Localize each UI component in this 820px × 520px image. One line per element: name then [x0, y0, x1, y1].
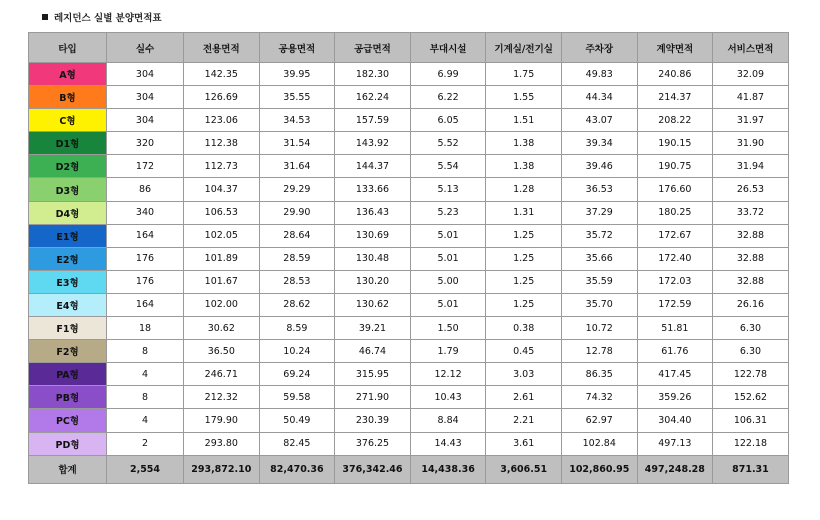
value-cell: 3.61 — [486, 432, 562, 455]
value-cell: 1.50 — [410, 317, 486, 340]
table-row — [29, 224, 789, 247]
value-cell: 32.88 — [713, 247, 789, 270]
value-cell: 36.50 — [184, 340, 260, 363]
value-cell: 190.15 — [637, 132, 713, 155]
value-cell: 417.45 — [637, 363, 713, 386]
column-header: 기계실/전기실 — [486, 33, 562, 63]
value-cell: 8.59 — [259, 317, 335, 340]
value-cell: 14.43 — [410, 432, 486, 455]
total-value-cell: 871.31 — [713, 455, 789, 483]
value-cell: 86 — [107, 178, 184, 201]
value-cell: 164 — [107, 293, 184, 316]
value-cell: 5.01 — [410, 247, 486, 270]
value-cell: 31.64 — [259, 155, 335, 178]
value-cell: 35.72 — [561, 224, 637, 247]
value-cell: 0.45 — [486, 340, 562, 363]
value-cell: 32.88 — [713, 224, 789, 247]
type-cell: D3형 — [29, 178, 107, 201]
value-cell: 176 — [107, 270, 184, 293]
value-cell: 69.24 — [259, 363, 335, 386]
value-cell: 3.03 — [486, 363, 562, 386]
value-cell: 130.20 — [335, 270, 411, 293]
square-bullet-icon — [42, 14, 48, 20]
value-cell: 172.67 — [637, 224, 713, 247]
table-row — [29, 317, 789, 340]
value-cell: 8.84 — [410, 409, 486, 432]
table-row — [29, 386, 789, 409]
value-cell: 41.87 — [713, 86, 789, 109]
value-cell: 12.12 — [410, 363, 486, 386]
header-row — [29, 33, 789, 63]
value-cell: 130.69 — [335, 224, 411, 247]
value-cell: 126.69 — [184, 86, 260, 109]
total-value-cell: 497,248.28 — [637, 455, 713, 483]
value-cell: 39.34 — [561, 132, 637, 155]
value-cell: 304 — [107, 86, 184, 109]
table-row — [29, 270, 789, 293]
value-cell: 10.43 — [410, 386, 486, 409]
value-cell: 86.35 — [561, 363, 637, 386]
value-cell: 101.67 — [184, 270, 260, 293]
value-cell: 106.31 — [713, 409, 789, 432]
value-cell: 293.80 — [184, 432, 260, 455]
table-title: 레지던스 실별 분양면적표 — [54, 13, 162, 24]
table-row — [29, 247, 789, 270]
value-cell: 12.78 — [561, 340, 637, 363]
value-cell: 6.22 — [410, 86, 486, 109]
value-cell: 340 — [107, 201, 184, 224]
value-cell: 359.26 — [637, 386, 713, 409]
value-cell: 6.99 — [410, 63, 486, 86]
total-value-cell: 3,606.51 — [486, 455, 562, 483]
value-cell: 246.71 — [184, 363, 260, 386]
value-cell: 49.83 — [561, 63, 637, 86]
value-cell: 182.30 — [335, 63, 411, 86]
table-row — [29, 432, 789, 455]
value-cell: 59.58 — [259, 386, 335, 409]
value-cell: 37.29 — [561, 201, 637, 224]
value-cell: 142.35 — [184, 63, 260, 86]
value-cell: 10.72 — [561, 317, 637, 340]
table-row — [29, 340, 789, 363]
type-cell: PC형 — [29, 409, 107, 432]
total-value-cell: 102,860.95 — [561, 455, 637, 483]
value-cell: 112.38 — [184, 132, 260, 155]
table-row — [29, 178, 789, 201]
value-cell: 1.25 — [486, 293, 562, 316]
value-cell: 74.32 — [561, 386, 637, 409]
column-header: 공급면적 — [335, 33, 411, 63]
value-cell: 5.01 — [410, 224, 486, 247]
type-cell: F1형 — [29, 317, 107, 340]
value-cell: 102.00 — [184, 293, 260, 316]
value-cell: 28.64 — [259, 224, 335, 247]
value-cell: 36.53 — [561, 178, 637, 201]
value-cell: 31.97 — [713, 109, 789, 132]
value-cell: 6.30 — [713, 340, 789, 363]
value-cell: 28.59 — [259, 247, 335, 270]
table-title-row — [42, 9, 162, 25]
value-cell: 0.38 — [486, 317, 562, 340]
value-cell: 5.13 — [410, 178, 486, 201]
column-header: 전용면적 — [184, 33, 260, 63]
total-row — [29, 455, 789, 483]
value-cell: 179.90 — [184, 409, 260, 432]
value-cell: 1.25 — [486, 247, 562, 270]
value-cell: 304 — [107, 63, 184, 86]
value-cell: 130.48 — [335, 247, 411, 270]
value-cell: 28.62 — [259, 293, 335, 316]
value-cell: 1.28 — [486, 178, 562, 201]
value-cell: 50.49 — [259, 409, 335, 432]
value-cell: 1.55 — [486, 86, 562, 109]
value-cell: 39.46 — [561, 155, 637, 178]
table-row — [29, 86, 789, 109]
column-header: 계약면적 — [637, 33, 713, 63]
value-cell: 172.03 — [637, 270, 713, 293]
column-header: 타입 — [29, 33, 107, 63]
value-cell: 172.59 — [637, 293, 713, 316]
value-cell: 82.45 — [259, 432, 335, 455]
table-body — [29, 63, 789, 456]
value-cell: 2.21 — [486, 409, 562, 432]
total-label: 합계 — [29, 455, 107, 483]
value-cell: 1.25 — [486, 270, 562, 293]
value-cell: 104.37 — [184, 178, 260, 201]
total-value-cell: 376,342.46 — [335, 455, 411, 483]
type-cell: E4형 — [29, 293, 107, 316]
type-cell: D4형 — [29, 201, 107, 224]
value-cell: 320 — [107, 132, 184, 155]
value-cell: 315.95 — [335, 363, 411, 386]
table-row — [29, 293, 789, 316]
value-cell: 1.75 — [486, 63, 562, 86]
column-header: 부대시설 — [410, 33, 486, 63]
value-cell: 43.07 — [561, 109, 637, 132]
type-cell: E3형 — [29, 270, 107, 293]
value-cell: 29.29 — [259, 178, 335, 201]
value-cell: 230.39 — [335, 409, 411, 432]
value-cell: 130.62 — [335, 293, 411, 316]
value-cell: 143.92 — [335, 132, 411, 155]
value-cell: 176.60 — [637, 178, 713, 201]
type-cell: PB형 — [29, 386, 107, 409]
value-cell: 2.61 — [486, 386, 562, 409]
value-cell: 1.31 — [486, 201, 562, 224]
value-cell: 112.73 — [184, 155, 260, 178]
value-cell: 33.72 — [713, 201, 789, 224]
value-cell: 133.66 — [335, 178, 411, 201]
value-cell: 152.62 — [713, 386, 789, 409]
value-cell: 1.25 — [486, 224, 562, 247]
area-table — [28, 32, 789, 484]
type-cell: A형 — [29, 63, 107, 86]
value-cell: 208.22 — [637, 109, 713, 132]
value-cell: 5.01 — [410, 293, 486, 316]
value-cell: 39.95 — [259, 63, 335, 86]
value-cell: 6.05 — [410, 109, 486, 132]
value-cell: 34.53 — [259, 109, 335, 132]
value-cell: 106.53 — [184, 201, 260, 224]
type-cell: E1형 — [29, 224, 107, 247]
value-cell: 1.38 — [486, 132, 562, 155]
value-cell: 164 — [107, 224, 184, 247]
type-cell: F2형 — [29, 340, 107, 363]
value-cell: 30.62 — [184, 317, 260, 340]
value-cell: 5.54 — [410, 155, 486, 178]
value-cell: 162.24 — [335, 86, 411, 109]
value-cell: 32.09 — [713, 63, 789, 86]
value-cell: 176 — [107, 247, 184, 270]
value-cell: 212.32 — [184, 386, 260, 409]
type-cell: C형 — [29, 109, 107, 132]
value-cell: 8 — [107, 386, 184, 409]
total-value-cell: 2,554 — [107, 455, 184, 483]
table-row — [29, 132, 789, 155]
value-cell: 497.13 — [637, 432, 713, 455]
value-cell: 8 — [107, 340, 184, 363]
type-cell: B형 — [29, 86, 107, 109]
value-cell: 1.51 — [486, 109, 562, 132]
column-header: 공용면적 — [259, 33, 335, 63]
value-cell: 35.59 — [561, 270, 637, 293]
value-cell: 46.74 — [335, 340, 411, 363]
table-row — [29, 409, 789, 432]
value-cell: 190.75 — [637, 155, 713, 178]
value-cell: 1.79 — [410, 340, 486, 363]
value-cell: 51.81 — [637, 317, 713, 340]
column-header: 서비스면적 — [713, 33, 789, 63]
table-row — [29, 201, 789, 224]
column-header: 주차장 — [561, 33, 637, 63]
value-cell: 102.84 — [561, 432, 637, 455]
value-cell: 240.86 — [637, 63, 713, 86]
value-cell: 144.37 — [335, 155, 411, 178]
value-cell: 304 — [107, 109, 184, 132]
value-cell: 5.52 — [410, 132, 486, 155]
value-cell: 5.23 — [410, 201, 486, 224]
value-cell: 101.89 — [184, 247, 260, 270]
value-cell: 122.18 — [713, 432, 789, 455]
type-cell: PD형 — [29, 432, 107, 455]
value-cell: 31.94 — [713, 155, 789, 178]
column-header: 실수 — [107, 33, 184, 63]
total-value-cell: 14,438.36 — [410, 455, 486, 483]
value-cell: 123.06 — [184, 109, 260, 132]
value-cell: 172 — [107, 155, 184, 178]
value-cell: 26.16 — [713, 293, 789, 316]
value-cell: 26.53 — [713, 178, 789, 201]
value-cell: 4 — [107, 363, 184, 386]
value-cell: 102.05 — [184, 224, 260, 247]
value-cell: 271.90 — [335, 386, 411, 409]
value-cell: 1.38 — [486, 155, 562, 178]
value-cell: 2 — [107, 432, 184, 455]
value-cell: 31.90 — [713, 132, 789, 155]
value-cell: 136.43 — [335, 201, 411, 224]
value-cell: 6.30 — [713, 317, 789, 340]
table-row — [29, 155, 789, 178]
table-row — [29, 63, 789, 86]
value-cell: 157.59 — [335, 109, 411, 132]
value-cell: 62.97 — [561, 409, 637, 432]
total-value-cell: 293,872.10 — [184, 455, 260, 483]
value-cell: 122.78 — [713, 363, 789, 386]
type-cell: E2형 — [29, 247, 107, 270]
total-value-cell: 82,470.36 — [259, 455, 335, 483]
value-cell: 61.76 — [637, 340, 713, 363]
value-cell: 4 — [107, 409, 184, 432]
value-cell: 214.37 — [637, 86, 713, 109]
value-cell: 31.54 — [259, 132, 335, 155]
value-cell: 28.53 — [259, 270, 335, 293]
value-cell: 29.90 — [259, 201, 335, 224]
value-cell: 35.66 — [561, 247, 637, 270]
value-cell: 304.40 — [637, 409, 713, 432]
value-cell: 35.55 — [259, 86, 335, 109]
value-cell: 39.21 — [335, 317, 411, 340]
value-cell: 32.88 — [713, 270, 789, 293]
value-cell: 35.70 — [561, 293, 637, 316]
table-row — [29, 363, 789, 386]
value-cell: 10.24 — [259, 340, 335, 363]
value-cell: 44.34 — [561, 86, 637, 109]
value-cell: 18 — [107, 317, 184, 340]
value-cell: 180.25 — [637, 201, 713, 224]
value-cell: 172.40 — [637, 247, 713, 270]
value-cell: 376.25 — [335, 432, 411, 455]
value-cell: 5.00 — [410, 270, 486, 293]
type-cell: D2형 — [29, 155, 107, 178]
type-cell: D1형 — [29, 132, 107, 155]
table-row — [29, 109, 789, 132]
type-cell: PA형 — [29, 363, 107, 386]
